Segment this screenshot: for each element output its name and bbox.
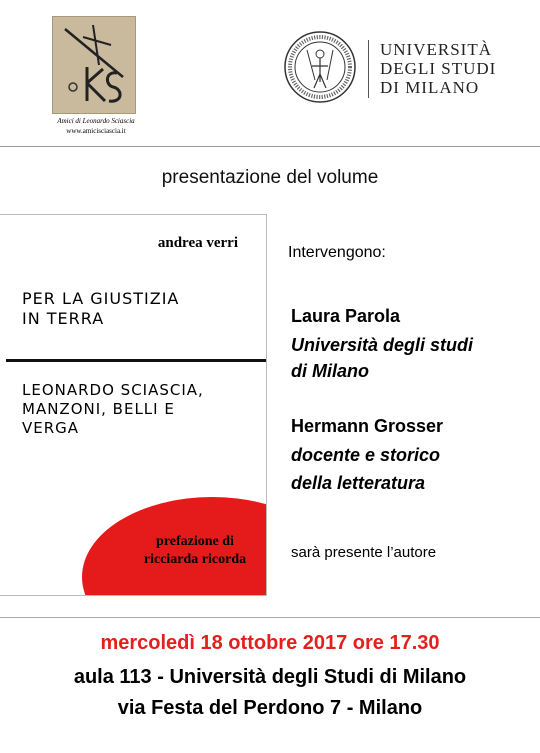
speaker-name: Laura Parola bbox=[291, 306, 401, 326]
university-name-line: DEGLI STUDI bbox=[380, 59, 497, 78]
top-divider bbox=[0, 146, 540, 147]
book-preface bbox=[120, 533, 267, 569]
book-subtitle-line: MANZONI, BELLI E bbox=[22, 400, 175, 418]
cover-divider bbox=[6, 359, 266, 362]
association-website[interactable]: www.amicisciascia.it bbox=[66, 127, 126, 135]
association-name: Amici di Leonardo Sciascia bbox=[57, 117, 135, 125]
header-divider bbox=[368, 40, 369, 98]
speaker-role-line: docente e storico bbox=[291, 445, 441, 465]
author-note: sarà presente l’autore bbox=[291, 544, 437, 561]
association-logo bbox=[52, 16, 136, 114]
book-title-line: IN TERRA bbox=[22, 309, 105, 328]
speaker-role bbox=[291, 441, 531, 497]
book-preface-line: ricciarda ricorda bbox=[143, 552, 247, 567]
speaker-role-line: di Milano bbox=[291, 361, 369, 381]
book-cover bbox=[0, 214, 267, 596]
university-name-line: UNIVERSITÀ bbox=[380, 40, 492, 59]
university-name-line: DI MILANO bbox=[380, 78, 480, 97]
speaker-name: Hermann Grosser bbox=[291, 416, 444, 436]
event-venue: aula 113 - Università degli Studi di Milano bbox=[73, 666, 467, 688]
book-subtitle-line: VERGA bbox=[22, 419, 80, 437]
sciascia-monogram-icon bbox=[53, 17, 135, 113]
bottom-divider bbox=[0, 617, 540, 618]
book-title-line: PER LA GIUSTIZIA bbox=[22, 289, 180, 308]
speaker-role-line: Università degli studi bbox=[291, 335, 474, 355]
event-date-time: mercoledì 18 ottobre 2017 ore 17.30 bbox=[100, 632, 440, 654]
speaker-role bbox=[291, 332, 531, 384]
book-subtitle bbox=[22, 381, 262, 438]
speaker-role-line: della letteratura bbox=[291, 473, 426, 493]
book-subtitle-line: LEONARDO SCIASCIA, bbox=[22, 381, 204, 399]
book-preface-line: prefazione di bbox=[156, 534, 234, 549]
university-name bbox=[380, 40, 520, 97]
event-address: via Festa del Perdono 7 - Milano bbox=[117, 697, 423, 719]
book-title bbox=[22, 289, 252, 329]
book-author: andrea verri bbox=[157, 235, 238, 251]
event-type-heading: presentazione del volume bbox=[161, 167, 379, 188]
speakers-heading: Intervengono: bbox=[288, 244, 386, 261]
university-seal-icon bbox=[283, 30, 357, 104]
